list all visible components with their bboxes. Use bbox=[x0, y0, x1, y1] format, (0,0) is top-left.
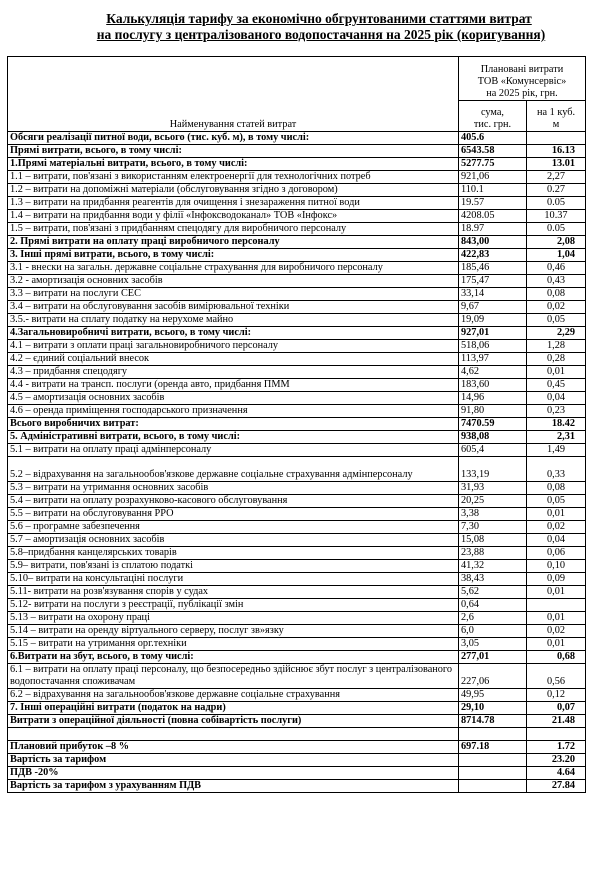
row-name: Плановий прибуток –8 % bbox=[8, 741, 459, 754]
table-row bbox=[8, 444, 586, 457]
row-per-unit: 13.01 bbox=[527, 158, 586, 171]
row-name: Обсяги реалізації питної води, всього (тис. куб. м), в тому числі: bbox=[8, 132, 459, 145]
table-row bbox=[8, 625, 586, 638]
row-per-unit: 2,31 bbox=[527, 431, 586, 444]
row-sum: 38,43 bbox=[459, 573, 527, 586]
row-name: 3. Інші прямі витрати, всього, в тому числі: bbox=[8, 249, 459, 262]
table-row bbox=[8, 405, 586, 418]
row-sum: 0,64 bbox=[459, 599, 527, 612]
row-sum: 3,05 bbox=[459, 638, 527, 651]
table-row bbox=[8, 547, 586, 560]
row-per-unit: 27.84 bbox=[527, 780, 586, 793]
row-per-unit: 0,43 bbox=[527, 275, 586, 288]
row-name: 1.3 – витрати на придбання реагентів для очищення і знезараження питної води bbox=[8, 197, 459, 210]
table-row bbox=[8, 379, 586, 392]
row-per-unit: 16.13 bbox=[527, 145, 586, 158]
table-row bbox=[8, 651, 586, 664]
row-name: 7. Інші операційні витрати (податок на надри) bbox=[8, 702, 459, 715]
row-per-unit: 0.27 bbox=[527, 184, 586, 197]
row-per-unit: 0,07 bbox=[527, 702, 586, 715]
row-sum: 843,00 bbox=[459, 236, 527, 249]
row-name: 5.10– витрати на консультаціні послуги bbox=[8, 573, 459, 586]
row-name: 5.2 – відрахування на загальнообов'язкове державне соціальне страхування адмінперсоналу bbox=[8, 457, 459, 482]
row-sum: 91,80 bbox=[459, 405, 527, 418]
row-sum: 3,38 bbox=[459, 508, 527, 521]
row-name: Витрати з операційної діяльності (повна собівартість послуги) bbox=[8, 715, 459, 728]
row-per-unit: 0,33 bbox=[527, 457, 586, 482]
table-row bbox=[8, 145, 586, 158]
row-per-unit: 1,28 bbox=[527, 340, 586, 353]
row-sum: 227,06 bbox=[459, 664, 527, 689]
row-name: 1.1 – витрати, пов'язані з використанням електроенергії для технологічних потреб bbox=[8, 171, 459, 184]
header-sum-line-1: сума, bbox=[480, 107, 505, 118]
row-per-unit: 0,08 bbox=[527, 288, 586, 301]
row-per-unit: 1,49 bbox=[527, 444, 586, 457]
row-per-unit: 2,08 bbox=[527, 236, 586, 249]
row-per-unit: 0,28 bbox=[527, 353, 586, 366]
title-line-1: Калькуляція тарифу за економічно обгрунтованими статтями витрат bbox=[106, 11, 532, 26]
header-plan-line-2: ТОВ «Комунсервіс» bbox=[477, 75, 567, 87]
header-sum bbox=[459, 100, 527, 131]
row-sum: 23,88 bbox=[459, 547, 527, 560]
row-sum bbox=[459, 728, 527, 741]
row-name: 1.2 – витрати на допоміжні матеріали (обслуговування згідно з договором) bbox=[8, 184, 459, 197]
row-name: 4.5 – амортизація основних засобів bbox=[8, 392, 459, 405]
table-row bbox=[8, 508, 586, 521]
row-sum: 422,83 bbox=[459, 249, 527, 262]
header-per-unit bbox=[527, 100, 586, 131]
row-sum: 4208.05 bbox=[459, 210, 527, 223]
row-sum: 8714.78 bbox=[459, 715, 527, 728]
row-name: 4.4 - витрати на трансп. послуги (оренда авто, придбання ПММ bbox=[8, 379, 459, 392]
row-sum: 15,08 bbox=[459, 534, 527, 547]
table-row bbox=[8, 197, 586, 210]
table-row bbox=[8, 702, 586, 715]
table-row bbox=[8, 301, 586, 314]
table-row bbox=[8, 534, 586, 547]
row-name: 1.4 – витрати на придбання води у філії «Інфоксводоканал» ТОВ «Інфокс» bbox=[8, 210, 459, 223]
row-name: 3.3 – витрати на послуги СЕС bbox=[8, 288, 459, 301]
row-per-unit: 0,56 bbox=[527, 664, 586, 689]
table-row bbox=[8, 132, 586, 145]
row-per-unit: 0,12 bbox=[527, 689, 586, 702]
row-name: 3.2 - амортизація основних засобів bbox=[8, 275, 459, 288]
row-sum: 14,96 bbox=[459, 392, 527, 405]
row-per-unit: 0,05 bbox=[527, 314, 586, 327]
table-row bbox=[8, 521, 586, 534]
row-per-unit: 4.64 bbox=[527, 767, 586, 780]
table-row bbox=[8, 457, 586, 482]
row-sum: 405.6 bbox=[459, 132, 527, 145]
table-row bbox=[8, 586, 586, 599]
row-sum: 41,32 bbox=[459, 560, 527, 573]
row-sum: 7470.59 bbox=[459, 418, 527, 431]
row-per-unit: 0,06 bbox=[527, 547, 586, 560]
row-sum: 6,0 bbox=[459, 625, 527, 638]
row-name: 5.8–придбання канцелярських товарів bbox=[8, 547, 459, 560]
row-sum: 185,46 bbox=[459, 262, 527, 275]
row-per-unit: 0,02 bbox=[527, 301, 586, 314]
header-sum-line-2: тис. грн. bbox=[473, 119, 512, 130]
row-name: 4.2 – єдиний соціальний внесок bbox=[8, 353, 459, 366]
table-row bbox=[8, 353, 586, 366]
table-row bbox=[8, 754, 586, 767]
title-line-2: на послугу з централізованого водопостачання на 2025 рік (коригування) bbox=[96, 27, 546, 42]
table-row bbox=[8, 715, 586, 728]
row-sum: 927,01 bbox=[459, 327, 527, 340]
table-row bbox=[8, 392, 586, 405]
table-row bbox=[8, 249, 586, 262]
table-row bbox=[8, 184, 586, 197]
row-per-unit: 0,09 bbox=[527, 573, 586, 586]
row-per-unit: 0,08 bbox=[527, 482, 586, 495]
table-row bbox=[8, 482, 586, 495]
row-sum: 5277.75 bbox=[459, 158, 527, 171]
row-name bbox=[8, 728, 459, 741]
row-per-unit: 0,10 bbox=[527, 560, 586, 573]
row-per-unit: 0,02 bbox=[527, 521, 586, 534]
table-row bbox=[8, 314, 586, 327]
row-per-unit: 23.20 bbox=[527, 754, 586, 767]
row-per-unit: 0,02 bbox=[527, 625, 586, 638]
header-planned-costs bbox=[459, 57, 586, 101]
row-per-unit bbox=[527, 599, 586, 612]
table-body bbox=[8, 132, 586, 793]
table-row bbox=[8, 767, 586, 780]
row-per-unit: 0.05 bbox=[527, 223, 586, 236]
table-row bbox=[8, 560, 586, 573]
row-name: 6.2 – відрахування на загальнообов'язкове державне соціальне страхування bbox=[8, 689, 459, 702]
row-sum: 4,62 bbox=[459, 366, 527, 379]
row-per-unit: 2,27 bbox=[527, 171, 586, 184]
row-name: 5.9– витрати, пов'язані із сплатою податкі bbox=[8, 560, 459, 573]
row-per-unit: 0,01 bbox=[527, 638, 586, 651]
row-sum: 19.57 bbox=[459, 197, 527, 210]
row-name: 6.Витрати на збут, всього, в тому числі: bbox=[8, 651, 459, 664]
table-row bbox=[8, 638, 586, 651]
row-per-unit: 0,04 bbox=[527, 392, 586, 405]
row-name: 4.6 – оренда приміщення господарського призначення bbox=[8, 405, 459, 418]
header-plan-line-3: на 2025 рік, грн. bbox=[486, 87, 558, 99]
row-sum: 938,08 bbox=[459, 431, 527, 444]
row-per-unit: 0,01 bbox=[527, 366, 586, 379]
row-sum bbox=[459, 780, 527, 793]
row-name: 1.5 – витрати, пов'язані з придбанням спецодягу для виробничого персоналу bbox=[8, 223, 459, 236]
row-sum: 18.97 bbox=[459, 223, 527, 236]
row-per-unit: 0,01 bbox=[527, 586, 586, 599]
row-sum: 175,47 bbox=[459, 275, 527, 288]
table-row bbox=[8, 275, 586, 288]
row-per-unit: 0,23 bbox=[527, 405, 586, 418]
row-per-unit: 0,68 bbox=[527, 651, 586, 664]
row-sum bbox=[459, 767, 527, 780]
row-per-unit: 0,01 bbox=[527, 508, 586, 521]
tariff-table bbox=[7, 56, 586, 793]
table-row bbox=[8, 262, 586, 275]
row-per-unit: 10.37 bbox=[527, 210, 586, 223]
row-sum: 29,10 bbox=[459, 702, 527, 715]
row-per-unit: 0,46 bbox=[527, 262, 586, 275]
row-name: 5.14 – витрати на оренду віртуального серверу, послуг зв»язку bbox=[8, 625, 459, 638]
row-sum: 9,67 bbox=[459, 301, 527, 314]
row-sum: 6543.58 bbox=[459, 145, 527, 158]
row-sum: 33,14 bbox=[459, 288, 527, 301]
row-per-unit bbox=[527, 728, 586, 741]
table-row bbox=[8, 431, 586, 444]
row-name: Всього виробничих витрат: bbox=[8, 418, 459, 431]
table-row bbox=[8, 366, 586, 379]
row-sum: 20,25 bbox=[459, 495, 527, 508]
table-row bbox=[8, 741, 586, 754]
row-sum: 277,01 bbox=[459, 651, 527, 664]
table-row bbox=[8, 288, 586, 301]
row-name: 4.3 – придбання спецодягу bbox=[8, 366, 459, 379]
row-sum: 110.1 bbox=[459, 184, 527, 197]
table-row bbox=[8, 327, 586, 340]
row-name: 5.5 – витрати на обслуговування РРО bbox=[8, 508, 459, 521]
row-sum: 697.18 bbox=[459, 741, 527, 754]
row-sum: 183,60 bbox=[459, 379, 527, 392]
table-row bbox=[8, 418, 586, 431]
row-sum: 133,19 bbox=[459, 457, 527, 482]
row-sum: 7,30 bbox=[459, 521, 527, 534]
table-row bbox=[8, 171, 586, 184]
table-row bbox=[8, 612, 586, 625]
row-sum: 113,97 bbox=[459, 353, 527, 366]
table-row bbox=[8, 340, 586, 353]
table-row bbox=[8, 599, 586, 612]
row-sum: 921,06 bbox=[459, 171, 527, 184]
row-sum: 5,62 bbox=[459, 586, 527, 599]
header-plan-line-1: Планованi витрати bbox=[480, 63, 564, 75]
row-name: 5.7 – амортизація основних засобів bbox=[8, 534, 459, 547]
table-row bbox=[8, 689, 586, 702]
row-name: 5.11- витрати на розв'язування спорів у судах bbox=[8, 586, 459, 599]
row-sum: 49,95 bbox=[459, 689, 527, 702]
row-name: 5.15 – витрати на утримання орг.техніки bbox=[8, 638, 459, 651]
header-per-line-2: м bbox=[552, 119, 560, 130]
row-name: 4.1 – витрати з оплати праці загальновиробничого персоналу bbox=[8, 340, 459, 353]
row-name: 3.1 - внески на загальн. державне соціальне страхування для виробничого персоналу bbox=[8, 262, 459, 275]
row-per-unit: 0,04 bbox=[527, 534, 586, 547]
row-name: 5.3 – витрати на утримання основних засобів bbox=[8, 482, 459, 495]
row-name: 5.6 – програмне забезпечення bbox=[8, 521, 459, 534]
row-per-unit: 21.48 bbox=[527, 715, 586, 728]
row-sum bbox=[459, 754, 527, 767]
row-per-unit bbox=[527, 132, 586, 145]
row-name: 5.1 – витрати на оплату праці адмінперсоналу bbox=[8, 444, 459, 457]
row-per-unit: 18.42 bbox=[527, 418, 586, 431]
row-name: 6.1 – витрати на оплату праці персоналу, що безпосередньо здійснює збут послуг з централізованого водопостачання споживачам bbox=[8, 664, 459, 689]
row-name: 5.12- витрати на послуги з реєстрації, публікації змін bbox=[8, 599, 459, 612]
row-name: ПДВ -20% bbox=[8, 767, 459, 780]
row-name: 2. Прямі витрати на оплату праці виробничого персоналу bbox=[8, 236, 459, 249]
row-per-unit: 0,45 bbox=[527, 379, 586, 392]
table-row bbox=[8, 780, 586, 793]
row-per-unit: 1,04 bbox=[527, 249, 586, 262]
row-name: Вартість за тарифом bbox=[8, 754, 459, 767]
row-per-unit: 0.05 bbox=[527, 197, 586, 210]
row-name: 5. Адміністративні витрати, всього, в тому числі: bbox=[8, 431, 459, 444]
table-row bbox=[8, 210, 586, 223]
header-per-line-1: на 1 куб. bbox=[536, 107, 576, 118]
row-name: Вартість за тарифом з урахуванням ПДВ bbox=[8, 780, 459, 793]
table-row bbox=[8, 728, 586, 741]
row-sum: 31,93 bbox=[459, 482, 527, 495]
table-row bbox=[8, 664, 586, 689]
row-sum: 19,09 bbox=[459, 314, 527, 327]
row-sum: 518,06 bbox=[459, 340, 527, 353]
table-row bbox=[8, 223, 586, 236]
table-row bbox=[8, 573, 586, 586]
table-row bbox=[8, 495, 586, 508]
table-row bbox=[8, 158, 586, 171]
row-name: 3.5.- витрати на сплату податку на нерухоме майно bbox=[8, 314, 459, 327]
row-sum: 2,6 bbox=[459, 612, 527, 625]
row-name: 3.4 – витрати на обслуговування засобів вимірювальної техніки bbox=[8, 301, 459, 314]
row-name: 5.4 – витрати на оплату розрахунково-касового обслуговування bbox=[8, 495, 459, 508]
row-sum: 605,4 bbox=[459, 444, 527, 457]
row-per-unit: 1.72 bbox=[527, 741, 586, 754]
table-row bbox=[8, 236, 586, 249]
row-per-unit: 0,05 bbox=[527, 495, 586, 508]
row-per-unit: 0,01 bbox=[527, 612, 586, 625]
header-name-column: Найменування статей витрат bbox=[8, 57, 459, 132]
row-per-unit: 2,29 bbox=[527, 327, 586, 340]
row-name: 4.Загальновиробничі витрати, всього, в тому числі: bbox=[8, 327, 459, 340]
row-name: 1.Прямі матеріальні витрати, всього, в тому числі: bbox=[8, 158, 459, 171]
row-name: Прямі витрати, всього, в тому числі: bbox=[8, 145, 459, 158]
row-name: 5.13 – витрати на охорону праці bbox=[8, 612, 459, 625]
